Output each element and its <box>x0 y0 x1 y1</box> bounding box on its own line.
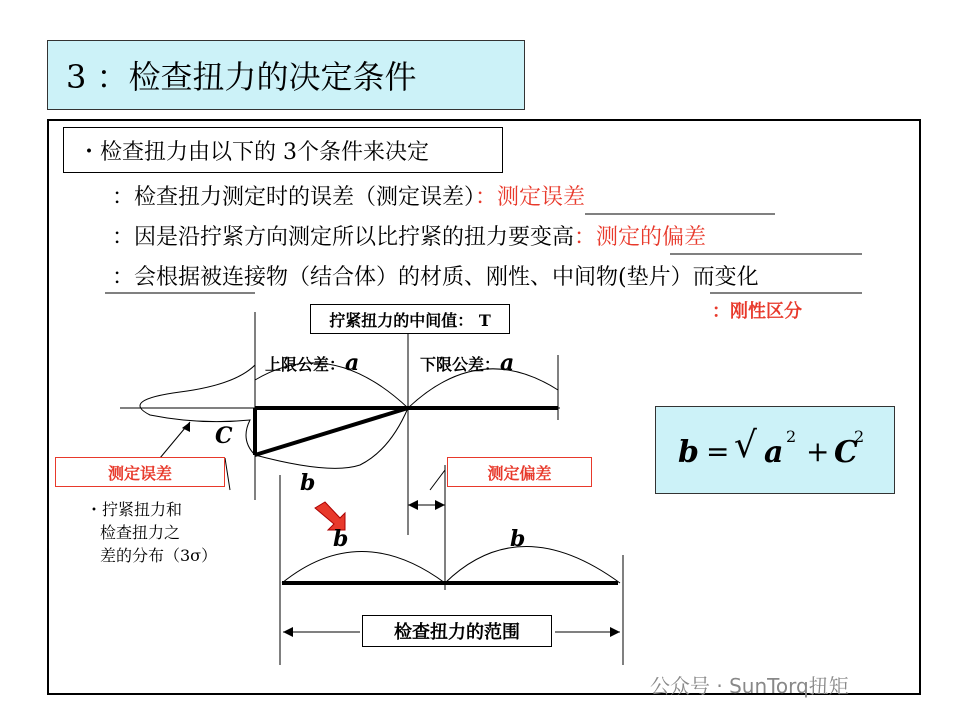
formula-a-exp: 2 <box>786 427 797 446</box>
range-right-head <box>610 627 620 637</box>
c-symbol: C <box>215 423 233 449</box>
range-left-head <box>283 627 293 637</box>
dist-pointer <box>225 458 230 490</box>
deviation-pointer <box>430 470 445 490</box>
condition-2-tag: ：测定的偏差 <box>574 225 707 250</box>
page-title: 3 ：检查扭力的决定条件 <box>66 58 417 96</box>
dist-left-curve <box>282 552 445 584</box>
upper-a-symbol: a <box>345 350 360 376</box>
upper-tol-label <box>265 352 359 376</box>
b-symbol-3: b <box>510 526 526 552</box>
dist-line-1: ・拧紧扭力和 <box>86 500 183 519</box>
thick-diagonal <box>255 408 408 455</box>
dist-right-curve <box>445 547 620 584</box>
dist-line-3: 差的分布（3σ） <box>100 546 218 565</box>
error-curve <box>140 365 255 455</box>
distribution-note <box>86 498 217 567</box>
condition-3-tag: ：刚性区分 <box>712 301 802 322</box>
lower-a-symbol: a <box>500 350 515 376</box>
condition-2-text: ：因是沿拧紧方向测定所以比拧紧的扭力要变高 <box>112 225 575 250</box>
watermark: 公众号 · SunTorq扭矩 <box>650 674 849 698</box>
dev-left-head <box>408 500 418 510</box>
formula-eq: = <box>706 435 730 468</box>
measure-dev-label: 测定偏差 <box>447 457 592 487</box>
lower-tol-label <box>420 352 514 376</box>
formula-c-exp: 2 <box>854 427 865 446</box>
formula-box <box>655 406 895 494</box>
condition-3-text: ：会根据被连接物（结合体）的材质、刚性、中间物(垫片）而变化 <box>112 265 759 290</box>
formula-a: a <box>764 435 784 470</box>
measure-error-label: 测定误差 <box>55 457 225 487</box>
b-symbol-1: b <box>300 470 316 496</box>
sqrt-icon: √ <box>734 425 757 466</box>
intro-text: ・检查扭力由以下的 3个条件来决定 <box>78 139 429 165</box>
formula-b: b <box>678 435 699 470</box>
range-label: 检查扭力的范围 <box>362 615 552 647</box>
upper-tol-text: 上限公差： <box>265 355 346 374</box>
b-symbol-2: b <box>333 526 349 552</box>
dist-line-2: 检查扭力之 <box>100 523 181 542</box>
condition-1-tag: ：测定误差 <box>475 185 586 210</box>
center-label: 拧紧扭力的中间值： T <box>310 304 510 334</box>
dev-right-head <box>435 500 445 510</box>
formula-plus: + <box>806 435 830 468</box>
lower-tol-text: 下限公差： <box>420 355 501 374</box>
condition-1-text: ：检查扭力测定时的误差（测定误差） <box>112 185 476 210</box>
formula-c: C <box>834 435 858 470</box>
